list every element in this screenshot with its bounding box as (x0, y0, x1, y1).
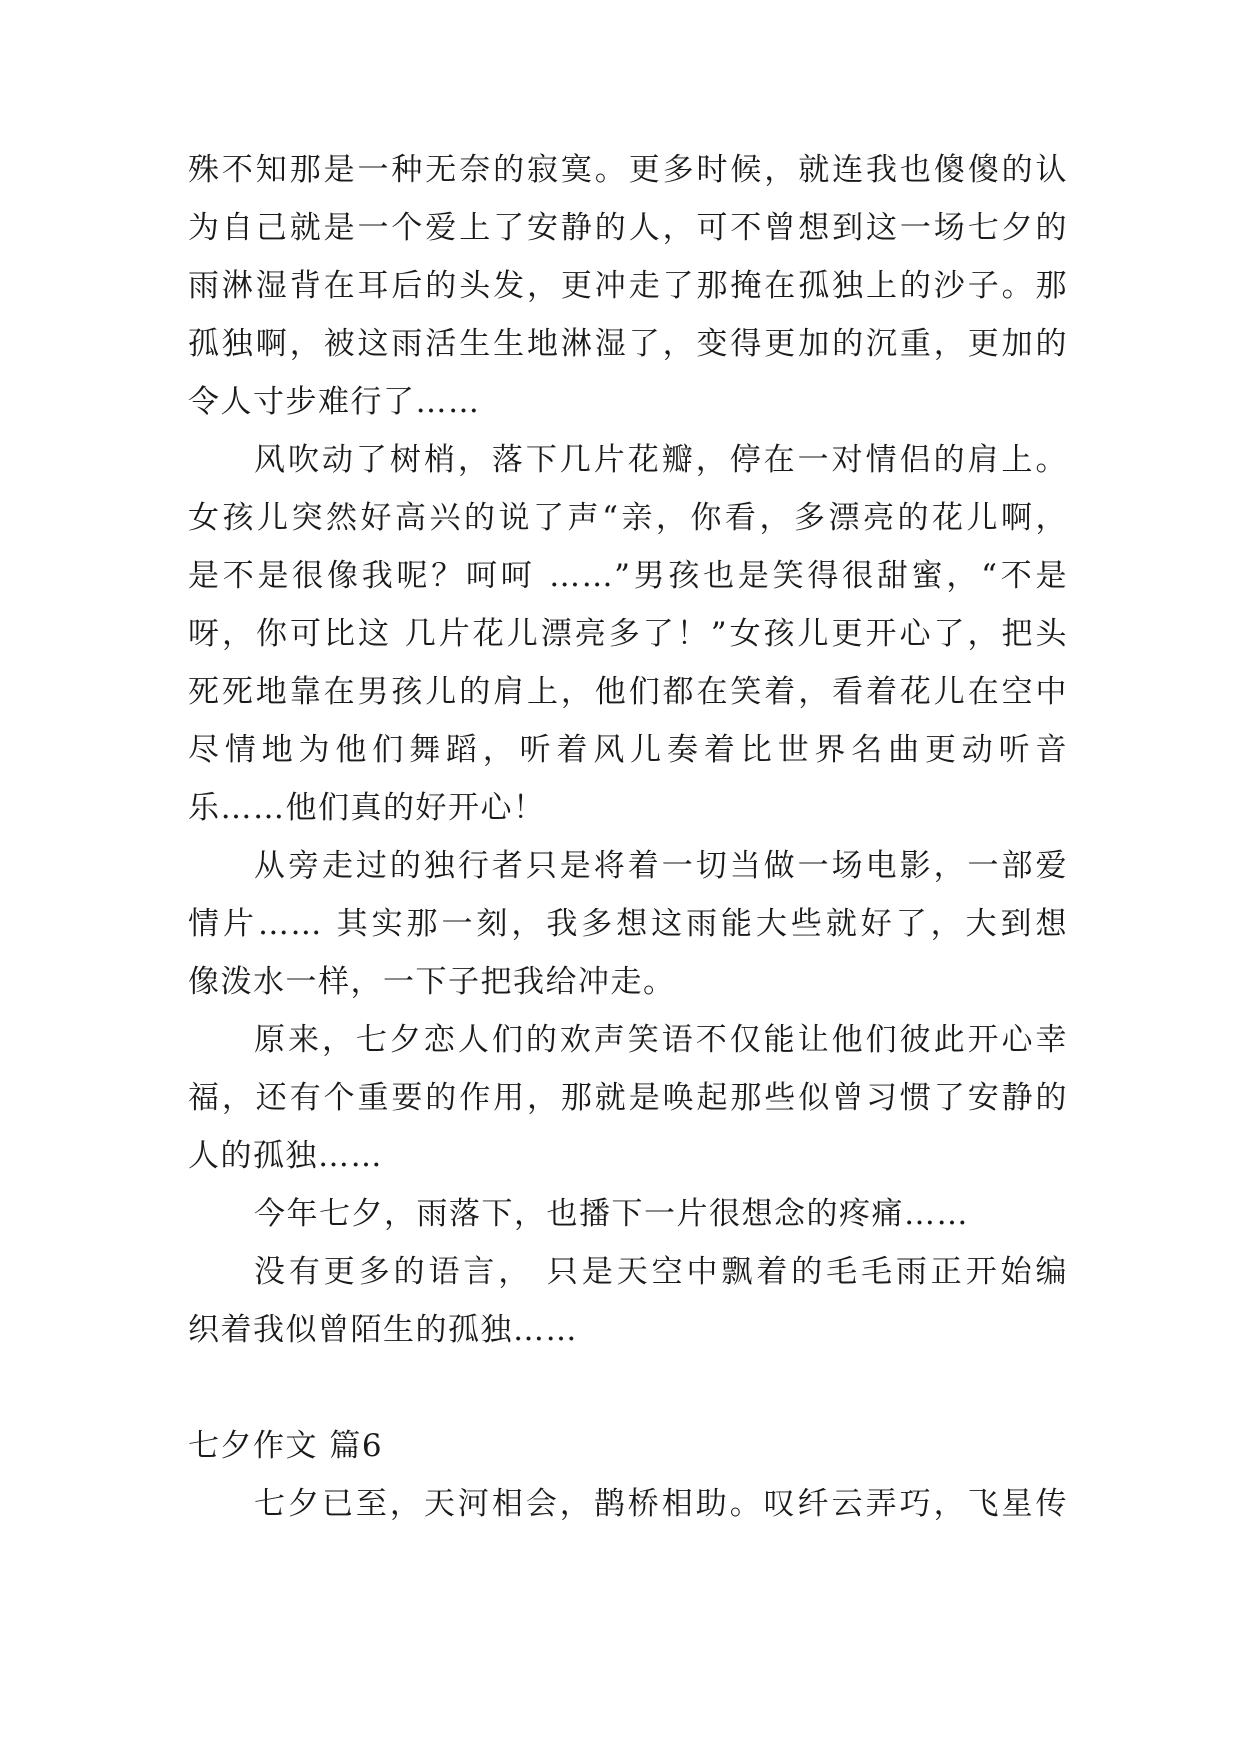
section-heading: 七夕作文 篇6 (188, 1428, 384, 1464)
text-line: 织着我似曾陌生的孤独…… (188, 1312, 578, 1348)
paragraph-first-line: 风吹动了树梢，落下几片花瓣，停在一对情侣的肩上。 (254, 442, 1068, 478)
text-line: 为自己就是一个爱上了安静的人，可不曾想到这一场七夕的 (188, 210, 1068, 246)
text-line: 乐……他们真的好开心！ (188, 790, 546, 826)
paragraph-first-line: 没有更多的语言， 只是天空中飘着的毛毛雨正开始编 (254, 1254, 1068, 1290)
paragraph-first-line: 从旁走过的独行者只是将着一切当做一场电影，一部爱 (254, 848, 1068, 884)
text-line: 尽情地为他们舞蹈，听着风儿奏着比世界名曲更动听音 (188, 732, 1068, 768)
text-line: 情片…… 其实那一刻，我多想这雨能大些就好了，大到想 (188, 906, 1068, 942)
text-line: 孤独啊，被这雨活生生地淋湿了，变得更加的沉重，更加的 (188, 326, 1068, 362)
paragraph-first-line: 今年七夕，雨落下，也播下一片很想念的疼痛…… (254, 1196, 969, 1232)
text-line: 像泼水一样，一下子把我给冲走。 (188, 964, 676, 1000)
text-line: 殊不知那是一种无奈的寂寞。更多时候，就连我也傻傻的认 (188, 152, 1068, 188)
text-line: 福，还有个重要的作用，那就是唤起那些似曾习惯了安静的 (188, 1080, 1068, 1116)
text-line: 雨淋湿背在耳后的头发，更冲走了那掩在孤独上的沙子。那 (188, 268, 1068, 304)
text-line: 呀，你可比这 几片花儿漂亮多了！”女孩儿更开心了，把头 (188, 616, 1068, 652)
text-line: 令人寸步难行了…… (188, 384, 481, 420)
text-line: 是不是很像我呢？呵呵 ……”男孩也是笑得很甜蜜，“不是 (188, 558, 1068, 594)
paragraph-first-line: 七夕已至，天河相会，鹊桥相助。叹纤云弄巧，飞星传 (254, 1486, 1068, 1522)
text-line: 女孩儿突然好高兴的说了声“亲，你看，多漂亮的花儿啊， (188, 500, 1068, 536)
text-line: 死死地靠在男孩儿的肩上，他们都在笑着，看着花儿在空中 (188, 674, 1068, 710)
text-line: 人的孤独…… (188, 1138, 383, 1174)
paragraph-first-line: 原来，七夕恋人们的欢声笑语不仅能让他们彼此开心幸 (254, 1022, 1068, 1058)
